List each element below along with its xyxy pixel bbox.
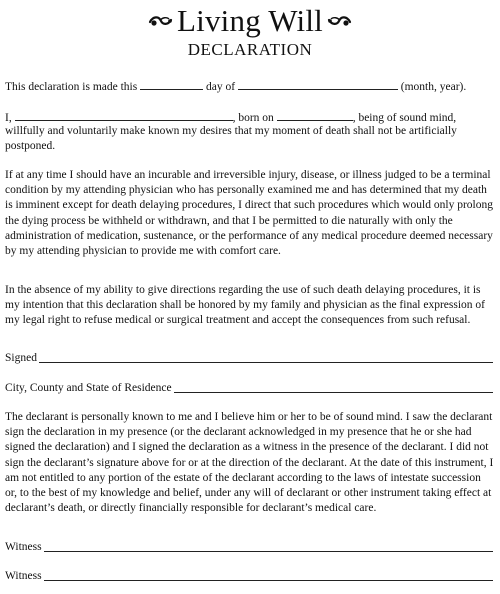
document-title: Living Will — [177, 3, 323, 38]
left-flourish-icon — [148, 13, 174, 29]
witness-1-field[interactable] — [44, 540, 493, 552]
witness-2-line — [5, 569, 493, 584]
day-field[interactable] — [140, 78, 203, 90]
witness-2-label: Witness — [5, 570, 42, 582]
i-label: I, — [5, 112, 12, 124]
residence-label: City, County and State of Residence — [5, 382, 172, 394]
residence-field[interactable] — [174, 381, 493, 393]
sound-mind-label: , being of sound mind, — [352, 112, 457, 124]
day-of-label: day of — [205, 81, 236, 93]
witness-statement-paragraph: The declarant is personally known to me and I believe him or her to be of sound mind. I saw the declarant sign the declaration in my presence (or the declarant acknowledged in my presence that he or she had signed the declaration) and I signed the declaration as a witness in the presence of the declarant. I did not sign the declarant’s signature above for or at the direction of the declarant. At the date of this instrument, I am not entitled to any portion of the estate of the declarant according to the laws of intestate succession or, to the best of my knowledge and belief, under any will of declarant or other instrument taking effect at declarant’s death, or directly financially responsible for declarant’s medical care. — [5, 411, 494, 515]
absence-of-ability-paragraph: In the absence of my ability to give directions regarding the use of such death delaying procedures, it is my intention that this declaration shall be honored by my family and physician as the final expression of my legal right to refuse medical or surgical treatment and accept the consequences from such refusal. — [5, 284, 486, 327]
born-on-label: , born on — [232, 112, 274, 124]
signed-label: Signed — [5, 352, 37, 364]
identity-continuation: willfully and voluntarily make known my desires that my moment of death shall not be artificially postponed. — [5, 125, 457, 153]
residence-line — [5, 381, 493, 396]
incurable-condition-paragraph: If at any time I should have an incurable and irreversible injury, disease, or illness judged to be a terminal condition by my attending physician who has personally examined me and has determined that my death is imminent except for death delaying procedures, I direct that such procedures which would only prolong the dying process be withheld or withdrawn, and that I be permitted to die naturally with only the administration of medication, sustenance, or the performance of any medical procedure deemed necessary by my attending physician to provide me with comfort care. — [5, 169, 493, 258]
declaration-date-line — [5, 78, 466, 95]
witness-1-line — [5, 540, 493, 555]
declaration-lead-text: This declaration is made this — [5, 81, 138, 93]
signed-line — [5, 351, 493, 366]
witness-1-label: Witness — [5, 541, 42, 553]
document-subtitle: DECLARATION — [187, 40, 313, 59]
title-row — [0, 2, 500, 40]
month-year-field[interactable] — [238, 78, 398, 90]
month-year-label: (month, year). — [400, 81, 467, 93]
declarant-name-field[interactable] — [15, 109, 233, 121]
witness-2-field[interactable] — [44, 569, 493, 581]
birth-date-field[interactable] — [277, 109, 353, 121]
signature-field[interactable] — [39, 351, 493, 363]
right-flourish-icon — [326, 13, 352, 29]
